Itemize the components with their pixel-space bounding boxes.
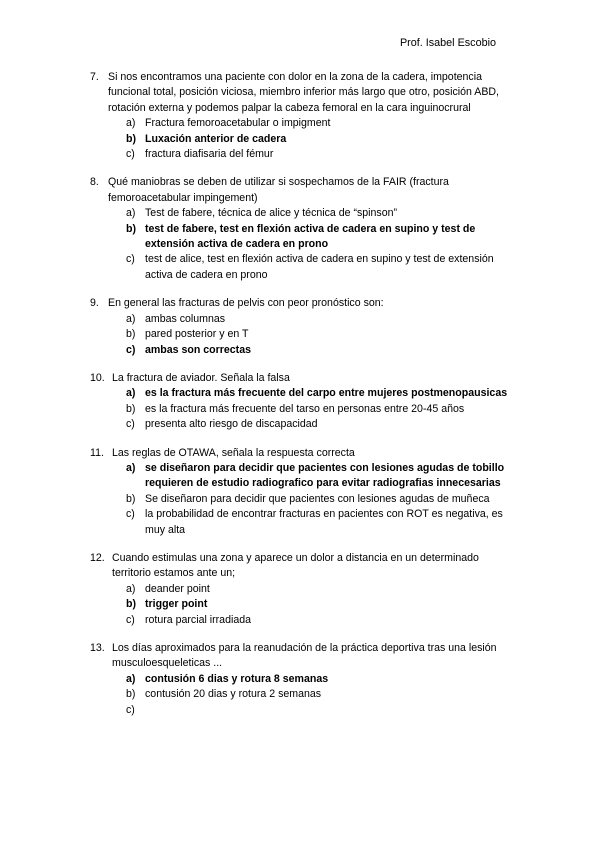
- option-letter: c): [126, 418, 135, 431]
- question-stem: [0, 70, 600, 116]
- question-text: Cuando estimulas una zona y aparece un dolor a distancia en un determinado territorio estamos ante un;: [112, 551, 479, 580]
- option-letter: c): [126, 253, 135, 266]
- option-letter: c): [126, 148, 135, 161]
- option-letter: b): [126, 492, 136, 505]
- answer-option: [0, 703, 600, 718]
- option-text: Fractura femoroacetabular o impigment: [145, 117, 331, 130]
- answer-option: [0, 613, 600, 628]
- question-number: 8.: [90, 176, 99, 189]
- answer-option: [0, 206, 600, 221]
- question-stem: [0, 551, 600, 582]
- option-letter: b): [126, 688, 136, 701]
- question-13: [0, 641, 600, 718]
- option-letter: a): [126, 461, 136, 474]
- option-text: [145, 703, 520, 718]
- option-letter: c): [126, 508, 135, 521]
- question-number: 10.: [90, 371, 105, 384]
- answer-option: [0, 582, 600, 597]
- option-letter: c): [126, 703, 135, 716]
- option-letter: b): [126, 222, 136, 235]
- question-7: [0, 70, 600, 162]
- answer-option: [0, 312, 600, 327]
- option-letter: a): [126, 312, 136, 325]
- question-number: 7.: [90, 71, 99, 83]
- answer-option: [0, 252, 600, 283]
- question-stem: [0, 641, 600, 672]
- option-text: la probabilidad de encontrar fracturas en pacientes con ROT es negativa, es muy alta: [145, 508, 503, 536]
- question-text: Las reglas de OTAWA, señala la respuesta correcta: [112, 446, 355, 459]
- option-text: trigger point: [145, 598, 208, 611]
- question-list: [0, 70, 600, 731]
- option-text: Se diseñaron para decidir que pacientes con lesiones agudas de muñeca: [145, 492, 490, 505]
- question-text: Los días aproximados para la reanudación de la práctica deportiva tras una lesión musculoesqueleticas ...: [112, 642, 497, 670]
- question-stem: [0, 371, 600, 386]
- answer-option: [0, 402, 600, 417]
- option-letter: a): [126, 117, 136, 130]
- question-number: 11.: [90, 446, 104, 459]
- option-text: ambas columnas: [145, 312, 226, 325]
- option-text: contusión 20 dias y rotura 2 semanas: [145, 688, 322, 701]
- question-10: [0, 371, 600, 433]
- answer-option-correct: [0, 672, 600, 687]
- question-number: 12.: [90, 551, 105, 564]
- question-number: 9.: [90, 297, 99, 310]
- answer-option: [0, 507, 600, 538]
- option-text: deander point: [145, 582, 210, 595]
- option-letter: a): [126, 207, 136, 220]
- answer-option: [0, 417, 600, 432]
- option-text: ambas son correctas: [145, 343, 251, 356]
- question-text: Qué maniobras se deben de utilizar si sospechamos de la FAIR (fractura femoroacetabular impingement): [108, 176, 449, 204]
- question-9: [0, 296, 600, 358]
- option-letter: a): [126, 672, 136, 685]
- answer-option-correct: [0, 386, 600, 401]
- option-text: pared posterior y en T: [145, 328, 249, 341]
- question-stem: [0, 446, 600, 461]
- answer-option: [0, 492, 600, 507]
- answer-option-correct: [0, 597, 600, 612]
- answer-option-correct: [0, 222, 600, 253]
- question-8: [0, 175, 600, 283]
- question-stem: [0, 175, 600, 206]
- option-letter: b): [126, 328, 136, 341]
- option-text: es la fractura más frecuente del carpo entre mujeres postmenopausicas: [145, 387, 508, 400]
- question-text: En general las fracturas de pelvis con peor pronóstico son:: [108, 297, 384, 310]
- question-text: La fractura de aviador. Señala la falsa: [112, 371, 290, 384]
- option-text: se diseñaron para decidir que pacientes con lesiones agudas de tobillo requieren de estudio radiografico para evitar radiografias innecesarias: [145, 461, 505, 490]
- option-letter: c): [126, 613, 135, 626]
- answer-option-correct: [0, 461, 600, 492]
- option-letter: b): [126, 402, 136, 415]
- answer-option-correct: [0, 132, 600, 147]
- question-11: [0, 446, 600, 538]
- option-text: presenta alto riesgo de discapacidad: [145, 418, 318, 431]
- question-stem: [0, 296, 600, 311]
- option-text: rotura parcial irradiada: [145, 613, 251, 626]
- answer-option: [0, 687, 600, 702]
- question-text: Si nos encontramos una paciente con dolor en la zona de la cadera, impotencia funcional total, posición viciosa, miembro inferior más largo que otro, posición ABD, rotación externa y podemos palpar la cabeza femoral en la cara inguinocrural: [108, 71, 499, 114]
- option-text: Luxación anterior de cadera: [145, 132, 287, 145]
- question-number: 13.: [90, 642, 105, 654]
- option-text: fractura diafisaria del fémur: [145, 148, 274, 161]
- option-letter: a): [126, 387, 136, 400]
- author-header: Prof. Isabel Escobio: [399, 37, 496, 49]
- option-letter: b): [126, 132, 136, 145]
- option-text: test de alice, test en flexión activa de cadera en supino y test de extensión activa de cadera en prono: [145, 253, 494, 281]
- answer-option-correct: [0, 343, 600, 358]
- answer-option: [0, 116, 600, 131]
- option-text: es la fractura más frecuente del tarso en personas entre 20-45 años: [145, 402, 465, 415]
- option-letter: c): [126, 343, 136, 356]
- option-text: Test de fabere, técnica de alice y técnica de “spinson”: [145, 207, 398, 220]
- question-12: [0, 551, 600, 628]
- answer-option: [0, 147, 600, 162]
- option-letter: b): [126, 598, 136, 611]
- option-letter: a): [126, 582, 136, 595]
- answer-option: [0, 327, 600, 342]
- option-text: contusión 6 dias y rotura 8 semanas: [145, 672, 329, 685]
- option-text: test de fabere, test en flexión activa de cadera en supino y test de extensión activa de cadera en prono: [145, 222, 476, 251]
